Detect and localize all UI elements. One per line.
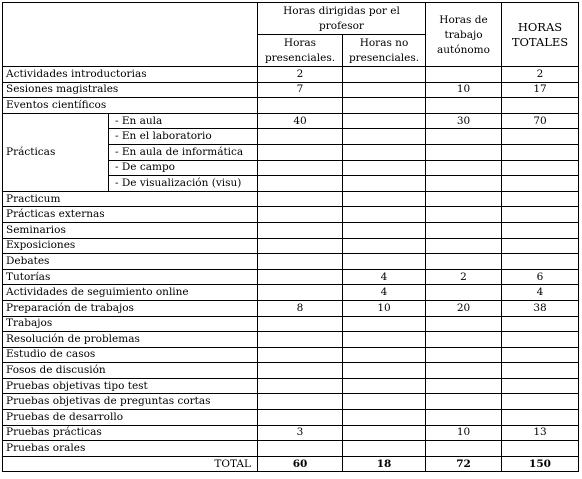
autonomo-cell: [426, 207, 502, 223]
total-cell: [502, 316, 579, 332]
activity-label: Pruebas objetivas tipo test: [3, 378, 258, 394]
autonomo-cell: [426, 176, 502, 192]
no-presenciales-cell: 10: [343, 300, 426, 316]
presenciales-cell: [258, 378, 343, 394]
activity-label: Pruebas objetivas de preguntas cortas: [3, 394, 258, 410]
hours-table-body: [3, 3, 579, 472]
header-autonomo: Horas de trabajo autónomo: [426, 3, 502, 67]
presenciales-cell: [258, 98, 343, 114]
table-row: [3, 425, 579, 441]
autonomo-cell: [426, 191, 502, 207]
autonomo-cell: [426, 363, 502, 379]
table-row: [3, 285, 579, 301]
presenciales-cell: 40: [258, 113, 343, 129]
activity-label: Fosos de discusión: [3, 363, 258, 379]
activity-label: Pruebas orales: [3, 441, 258, 457]
presenciales-cell: [258, 441, 343, 457]
no-presenciales-cell: [343, 254, 426, 270]
autonomo-cell: [426, 67, 502, 83]
autonomo-cell: [426, 160, 502, 176]
practicas-subtype-label: - En aula de informática: [109, 144, 258, 160]
autonomo-cell: [426, 441, 502, 457]
no-presenciales-cell: [343, 129, 426, 145]
autonomo-cell: 10: [426, 82, 502, 98]
total-label: TOTAL: [3, 456, 258, 472]
table-row: [3, 98, 579, 114]
total-cell: 38: [502, 300, 579, 316]
table-row: [3, 82, 579, 98]
no-presenciales-cell: [343, 144, 426, 160]
activity-label: Pruebas prácticas: [3, 425, 258, 441]
no-presenciales-cell: [343, 238, 426, 254]
presenciales-cell: [258, 129, 343, 145]
table-row: [3, 316, 579, 332]
autonomo-cell: [426, 316, 502, 332]
no-presenciales-cell: [343, 67, 426, 83]
presenciales-cell: [258, 207, 343, 223]
table-row: [3, 441, 579, 457]
autonomo-cell: [426, 285, 502, 301]
presenciales-cell: [258, 160, 343, 176]
practicas-subtype-label: - De visualización (visu): [109, 176, 258, 192]
presenciales-cell: [258, 191, 343, 207]
activity-label: Eventos científicos: [3, 98, 258, 114]
total-cell: [502, 129, 579, 145]
table-row: [3, 300, 579, 316]
activity-label: Practicum: [3, 191, 258, 207]
autonomo-cell: 20: [426, 300, 502, 316]
total-cell: [502, 144, 579, 160]
autonomo-cell: [426, 222, 502, 238]
no-presenciales-cell: [343, 160, 426, 176]
total-cell: 4: [502, 285, 579, 301]
total-cell: [502, 222, 579, 238]
total-autonomo: 72: [426, 456, 502, 472]
total-no-presenciales: 18: [343, 456, 426, 472]
table-row: [3, 378, 579, 394]
header-row-1: [3, 3, 579, 35]
total-horas: 150: [502, 456, 579, 472]
activity-label: Debates: [3, 254, 258, 270]
no-presenciales-cell: [343, 176, 426, 192]
total-cell: 70: [502, 113, 579, 129]
autonomo-cell: [426, 332, 502, 348]
table-row: [3, 363, 579, 379]
presenciales-cell: [258, 254, 343, 270]
total-presenciales: 60: [258, 456, 343, 472]
total-cell: [502, 207, 579, 223]
total-cell: [502, 98, 579, 114]
activity-label: Preparación de trabajos: [3, 300, 258, 316]
total-cell: [502, 347, 579, 363]
header-presenciales: Horas presenciales.: [258, 35, 343, 67]
no-presenciales-cell: 4: [343, 285, 426, 301]
activity-label: Estudio de casos: [3, 347, 258, 363]
no-presenciales-cell: [343, 82, 426, 98]
practicas-subtype-label: - En el laboratorio: [109, 129, 258, 145]
table-row: [3, 269, 579, 285]
presenciales-cell: [258, 176, 343, 192]
no-presenciales-cell: [343, 332, 426, 348]
no-presenciales-cell: [343, 363, 426, 379]
presenciales-cell: 8: [258, 300, 343, 316]
header-empty-cell: [3, 3, 258, 67]
autonomo-cell: [426, 129, 502, 145]
table-row: [3, 347, 579, 363]
activity-label: Actividades de seguimiento online: [3, 285, 258, 301]
no-presenciales-cell: [343, 394, 426, 410]
table-row: [3, 113, 579, 129]
activity-label: Tutorías: [3, 269, 258, 285]
practicas-subtype-label: - De campo: [109, 160, 258, 176]
autonomo-cell: [426, 410, 502, 426]
total-cell: 17: [502, 82, 579, 98]
table-row: [3, 410, 579, 426]
presenciales-cell: [258, 222, 343, 238]
activity-label: Prácticas externas: [3, 207, 258, 223]
table-row: [3, 332, 579, 348]
total-cell: [502, 238, 579, 254]
table-row: [3, 67, 579, 83]
autonomo-cell: [426, 144, 502, 160]
no-presenciales-cell: [343, 316, 426, 332]
autonomo-cell: [426, 254, 502, 270]
header-no-presenciales: Horas no presenciales.: [343, 35, 426, 67]
table-row: [3, 207, 579, 223]
presenciales-cell: 3: [258, 425, 343, 441]
total-cell: 6: [502, 269, 579, 285]
activity-label: Actividades introductorias: [3, 67, 258, 83]
autonomo-cell: 30: [426, 113, 502, 129]
autonomo-cell: 10: [426, 425, 502, 441]
no-presenciales-cell: [343, 410, 426, 426]
autonomo-cell: [426, 347, 502, 363]
no-presenciales-cell: [343, 222, 426, 238]
no-presenciales-cell: 4: [343, 269, 426, 285]
total-cell: [502, 191, 579, 207]
hours-table: [2, 2, 579, 472]
total-cell: [502, 378, 579, 394]
total-cell: [502, 363, 579, 379]
total-cell: 13: [502, 425, 579, 441]
presenciales-cell: [258, 363, 343, 379]
total-row: [3, 456, 579, 472]
presenciales-cell: 2: [258, 67, 343, 83]
practicas-label: Prácticas: [3, 113, 109, 191]
practicas-subtype-label: - En aula: [109, 113, 258, 129]
presenciales-cell: [258, 144, 343, 160]
no-presenciales-cell: [343, 347, 426, 363]
table-row: [3, 191, 579, 207]
total-cell: [502, 160, 579, 176]
presenciales-cell: [258, 269, 343, 285]
presenciales-cell: [258, 332, 343, 348]
presenciales-cell: [258, 410, 343, 426]
no-presenciales-cell: [343, 425, 426, 441]
no-presenciales-cell: [343, 441, 426, 457]
activity-label: Pruebas de desarrollo: [3, 410, 258, 426]
autonomo-cell: [426, 378, 502, 394]
activity-label: Sesiones magistrales: [3, 82, 258, 98]
autonomo-cell: [426, 238, 502, 254]
no-presenciales-cell: [343, 113, 426, 129]
no-presenciales-cell: [343, 98, 426, 114]
table-row: [3, 238, 579, 254]
presenciales-cell: [258, 285, 343, 301]
no-presenciales-cell: [343, 207, 426, 223]
total-cell: [502, 332, 579, 348]
total-cell: [502, 176, 579, 192]
presenciales-cell: [258, 394, 343, 410]
total-cell: [502, 441, 579, 457]
presenciales-cell: 7: [258, 82, 343, 98]
total-cell: [502, 394, 579, 410]
activity-label: Resolución de problemas: [3, 332, 258, 348]
presenciales-cell: [258, 316, 343, 332]
autonomo-cell: [426, 98, 502, 114]
autonomo-cell: 2: [426, 269, 502, 285]
total-cell: 2: [502, 67, 579, 83]
table-row: [3, 222, 579, 238]
header-group-cell: Horas dirigidas por el profesor: [258, 3, 426, 35]
total-cell: [502, 410, 579, 426]
presenciales-cell: [258, 347, 343, 363]
table-row: [3, 394, 579, 410]
activity-label: Seminarios: [3, 222, 258, 238]
table-row: [3, 254, 579, 270]
header-totales: HORAS TOTALES: [502, 3, 579, 67]
presenciales-cell: [258, 238, 343, 254]
no-presenciales-cell: [343, 191, 426, 207]
autonomo-cell: [426, 394, 502, 410]
total-cell: [502, 254, 579, 270]
activity-label: Trabajos: [3, 316, 258, 332]
no-presenciales-cell: [343, 378, 426, 394]
activity-label: Exposiciones: [3, 238, 258, 254]
